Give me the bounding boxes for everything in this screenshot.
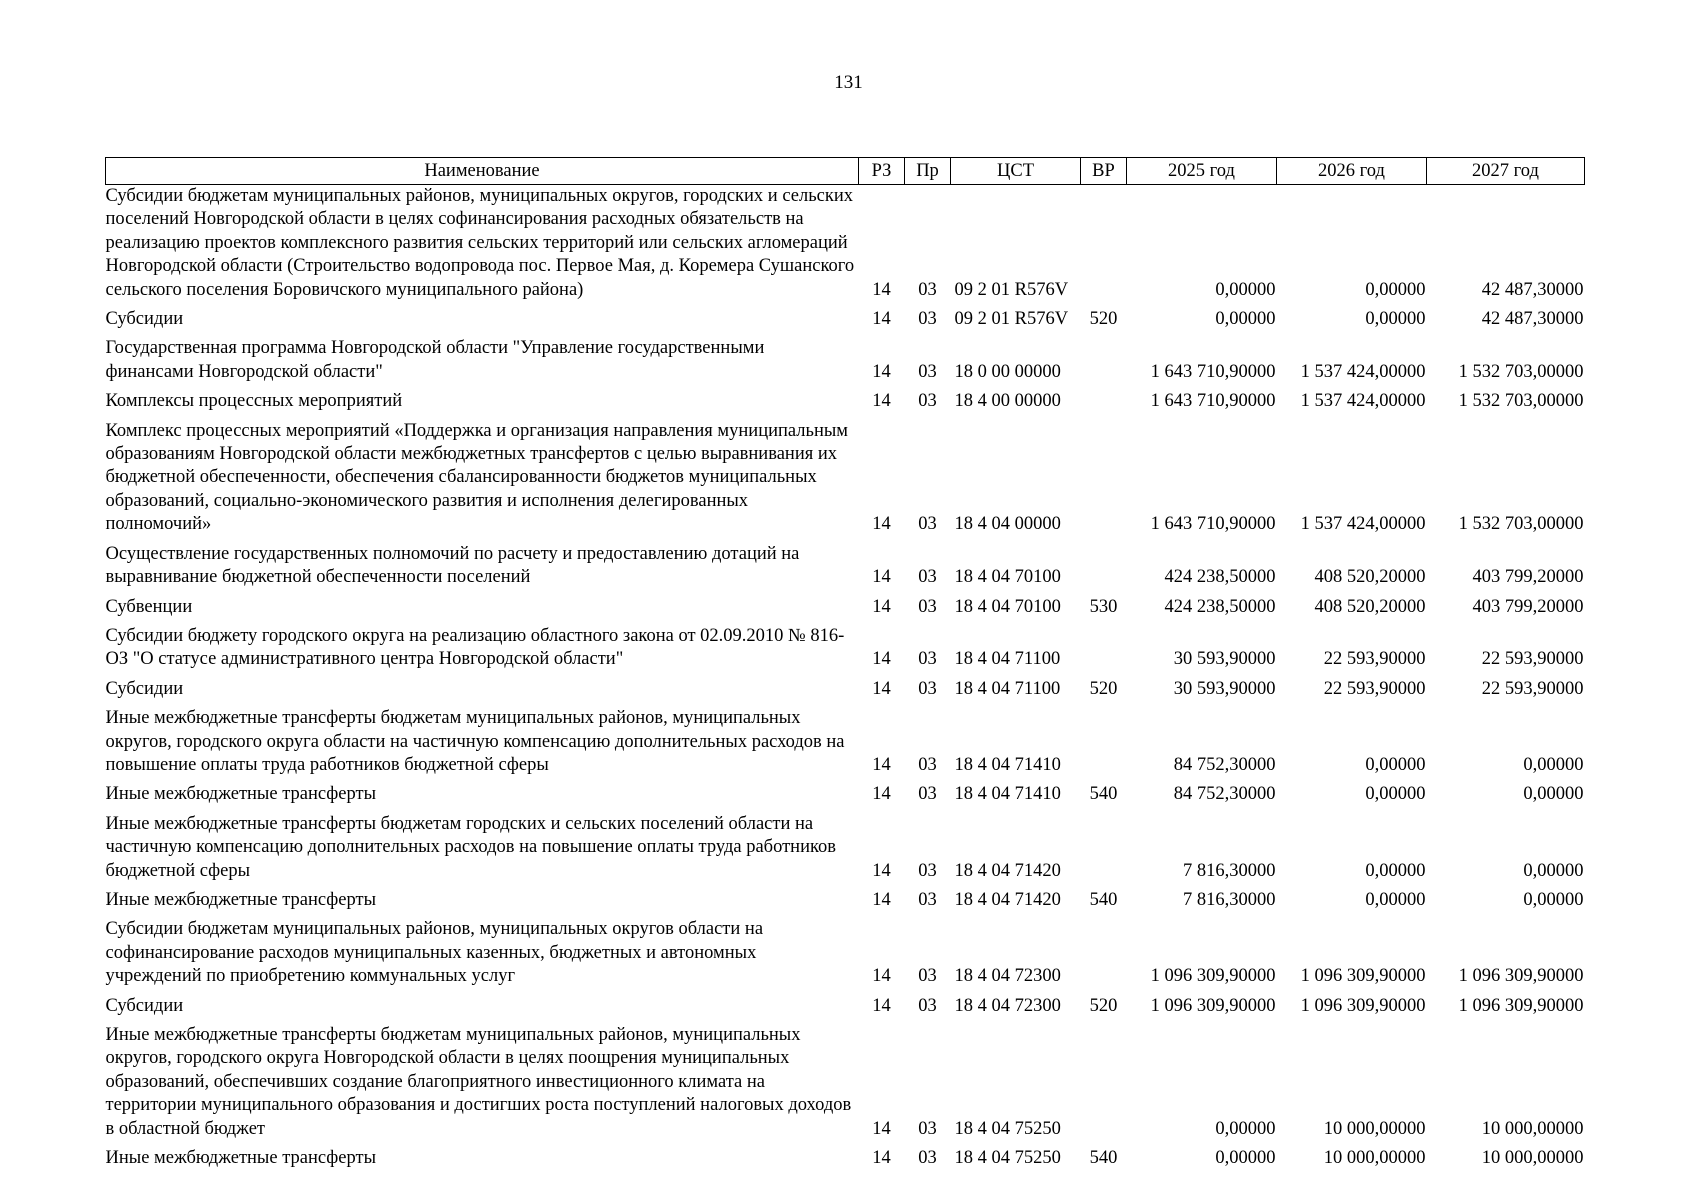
row-cst: 18 4 04 71410 <box>954 754 1061 775</box>
row-value-2027: 10 000,00000 <box>1481 1118 1584 1139</box>
row-value-2026: 10 000,00000 <box>1323 1148 1426 1169</box>
row-value-2026: 408 520,20000 <box>1314 596 1426 617</box>
row-rz: 14 <box>872 361 891 382</box>
row-cst: 18 0 00 00000 <box>954 361 1061 382</box>
row-cst: 18 4 04 70100 <box>954 596 1061 617</box>
row-pr: 03 <box>918 567 937 588</box>
row-rz: 14 <box>872 784 891 805</box>
row-value-2026: 0,00000 <box>1365 889 1426 910</box>
table-row <box>106 883 1585 912</box>
row-pr: 03 <box>918 784 937 805</box>
row-name: Субсидии бюджету городского округа на реализацию областного закона от 02.09.2010 № 816-ОЗ "О статусе административного центра Новгородской области" <box>105 625 845 670</box>
row-name: Субвенции <box>105 596 193 617</box>
row-vr <box>1081 537 1127 590</box>
row-value-2025: 1 096 309,90000 <box>1150 995 1276 1016</box>
table-row <box>106 777 1585 806</box>
row-value-2026: 22 593,90000 <box>1323 678 1426 699</box>
row-name: Субсидии <box>105 995 184 1016</box>
table-row <box>106 912 1585 988</box>
row-value-2025: 30 593,90000 <box>1173 649 1276 670</box>
row-cst: 09 2 01 R576V <box>954 279 1069 300</box>
row-cst: 18 4 04 00000 <box>954 514 1061 535</box>
header-pr: Пр <box>905 158 951 185</box>
row-name: Субсидии <box>105 678 184 699</box>
row-vr: 520 <box>1089 995 1118 1016</box>
row-value-2026: 0,00000 <box>1365 784 1426 805</box>
row-value-2025: 1 643 710,90000 <box>1150 391 1276 412</box>
header-name: Наименование <box>106 158 859 185</box>
table-row <box>106 619 1585 672</box>
table-row <box>106 302 1585 331</box>
table-header-row <box>106 158 1585 185</box>
row-value-2026: 0,00000 <box>1365 279 1426 300</box>
row-value-2027: 0,00000 <box>1523 860 1584 881</box>
row-rz: 14 <box>872 1148 891 1169</box>
row-vr <box>1081 912 1127 988</box>
row-pr: 03 <box>918 596 937 617</box>
row-pr: 03 <box>918 1148 937 1169</box>
row-rz: 14 <box>872 860 891 881</box>
row-cst: 18 4 04 70100 <box>954 567 1061 588</box>
header-cst: ЦСТ <box>951 158 1081 185</box>
row-name: Государственная программа Новгородской области "Управление государственными финансами Новгородской области" <box>105 338 765 382</box>
row-rz: 14 <box>872 596 891 617</box>
row-rz: 14 <box>872 966 891 987</box>
table-row <box>106 807 1585 883</box>
budget-table <box>105 157 1585 1170</box>
row-rz: 14 <box>872 995 891 1016</box>
row-value-2027: 1 096 309,90000 <box>1458 966 1584 987</box>
row-name: Субсидии <box>105 309 184 330</box>
row-vr <box>1081 185 1127 303</box>
row-cst: 18 4 04 71420 <box>954 860 1061 881</box>
row-vr <box>1081 807 1127 883</box>
row-name: Комплексы процессных мероприятий <box>105 391 403 412</box>
row-cst: 18 4 04 72300 <box>954 995 1061 1016</box>
row-name: Субсидии бюджетам муниципальных районов, муниципальных округов, городских и сельских поселений Новгородской области в целях софинансирования расходных обязательств на реализацию проектов комплексного развития сельских территорий или сельских агломераций Новгородской области (Строительство водопровода пос. Первое Мая, д. Коремера Сушанского сельского поселения Боровичского муниципального района) <box>105 186 855 300</box>
row-value-2026: 1 537 424,00000 <box>1300 391 1426 412</box>
row-pr: 03 <box>918 889 937 910</box>
row-pr: 03 <box>918 361 937 382</box>
row-value-2027: 0,00000 <box>1523 754 1584 775</box>
row-pr: 03 <box>918 279 937 300</box>
row-vr <box>1081 701 1127 777</box>
row-rz: 14 <box>872 649 891 670</box>
row-name: Иные межбюджетные трансферты <box>105 889 377 910</box>
row-name: Осуществление государственных полномочий по расчету и предоставлению дотаций на выравнивание бюджетной обеспеченности поселений <box>105 543 800 588</box>
row-pr: 03 <box>918 754 937 775</box>
row-value-2026: 1 096 309,90000 <box>1300 995 1426 1016</box>
row-value-2027: 22 593,90000 <box>1481 678 1584 699</box>
row-rz: 14 <box>872 279 891 300</box>
row-pr: 03 <box>918 649 937 670</box>
table-row <box>106 537 1585 590</box>
row-value-2025: 7 816,30000 <box>1183 860 1276 881</box>
row-value-2026: 22 593,90000 <box>1323 649 1426 670</box>
table-row <box>106 989 1585 1018</box>
row-vr <box>1081 384 1127 413</box>
row-cst: 18 4 04 75250 <box>954 1118 1061 1139</box>
row-name: Иные межбюджетные трансферты бюджетам муниципальных районов, муниципальных округов, городского округа области на частичную компенсацию дополнительных расходов на повышение оплаты труда работников бюджетной сферы <box>105 708 845 775</box>
row-value-2025: 0,00000 <box>1215 279 1276 300</box>
row-value-2025: 7 816,30000 <box>1183 889 1276 910</box>
row-value-2026: 1 537 424,00000 <box>1300 361 1426 382</box>
table-body <box>106 185 1585 1171</box>
row-rz: 14 <box>872 514 891 535</box>
table-row <box>106 672 1585 701</box>
row-pr: 03 <box>918 391 937 412</box>
row-value-2027: 1 532 703,00000 <box>1458 391 1584 412</box>
row-vr: 520 <box>1089 309 1118 330</box>
row-name: Иные межбюджетные трансферты <box>105 1148 377 1169</box>
row-value-2026: 0,00000 <box>1365 860 1426 881</box>
row-value-2026: 408 520,20000 <box>1314 567 1426 588</box>
row-value-2027: 0,00000 <box>1523 889 1584 910</box>
table-row <box>106 414 1585 537</box>
row-value-2025: 0,00000 <box>1215 309 1276 330</box>
row-name: Иные межбюджетные трансферты бюджетам городских и сельских поселений области на частичную компенсацию дополнительных расходов на повышение оплаты труда работников бюджетной сферы <box>105 813 837 881</box>
row-cst: 18 4 04 71100 <box>954 678 1061 699</box>
row-value-2027: 42 487,30000 <box>1481 309 1584 330</box>
row-cst: 18 4 04 71100 <box>954 649 1061 670</box>
row-value-2025: 84 752,30000 <box>1173 754 1276 775</box>
row-value-2026: 1 096 309,90000 <box>1300 966 1426 987</box>
table-row <box>106 331 1585 384</box>
row-rz: 14 <box>872 567 891 588</box>
row-value-2025: 424 238,50000 <box>1164 567 1276 588</box>
table-row <box>106 701 1585 777</box>
header-2025: 2025 год <box>1127 158 1277 185</box>
row-cst: 18 4 04 71410 <box>954 784 1061 805</box>
row-value-2027: 1 096 309,90000 <box>1458 995 1584 1016</box>
header-2027: 2027 год <box>1427 158 1585 185</box>
row-value-2027: 42 487,30000 <box>1481 279 1584 300</box>
row-pr: 03 <box>918 995 937 1016</box>
row-value-2025: 424 238,50000 <box>1164 596 1276 617</box>
table-row <box>106 384 1585 413</box>
row-value-2025: 1 643 710,90000 <box>1150 361 1276 382</box>
table-row <box>106 1141 1585 1170</box>
row-value-2027: 403 799,20000 <box>1472 567 1584 588</box>
row-value-2025: 1 096 309,90000 <box>1150 966 1276 987</box>
row-value-2026: 10 000,00000 <box>1323 1118 1426 1139</box>
row-name: Иные межбюджетные трансферты бюджетам муниципальных районов, муниципальных округов, городского округа Новгородской области в целях поощрения муниципальных образований, обеспечивших создание благоприятного инвестиционного климата на территории муниципального образования и достигших роста поступлений налоговых доходов в областной бюджет <box>105 1025 852 1139</box>
row-pr: 03 <box>918 514 937 535</box>
row-value-2027: 10 000,00000 <box>1481 1148 1584 1169</box>
row-pr: 03 <box>918 678 937 699</box>
row-cst: 18 4 00 00000 <box>954 391 1061 412</box>
row-rz: 14 <box>872 1118 891 1139</box>
row-pr: 03 <box>918 966 937 987</box>
header-vr: ВР <box>1081 158 1127 185</box>
table-row <box>106 590 1585 619</box>
row-value-2025: 30 593,90000 <box>1173 678 1276 699</box>
row-name: Иные межбюджетные трансферты <box>105 784 377 805</box>
row-cst: 09 2 01 R576V <box>954 309 1069 330</box>
row-name: Субсидии бюджетам муниципальных районов, муниципальных округов области на софинансирование расходов муниципальных казенных, бюджетных и автономных учреждений по приобретению коммунальных услуг <box>105 919 764 987</box>
row-vr: 520 <box>1089 678 1118 699</box>
row-vr <box>1081 414 1127 537</box>
row-value-2026: 0,00000 <box>1365 754 1426 775</box>
row-cst: 18 4 04 72300 <box>954 966 1061 987</box>
row-vr: 540 <box>1089 784 1118 805</box>
row-rz: 14 <box>872 889 891 910</box>
page-number: 131 <box>834 72 863 93</box>
row-value-2026: 1 537 424,00000 <box>1300 514 1426 535</box>
row-vr: 540 <box>1089 1148 1118 1169</box>
row-vr <box>1081 1018 1127 1141</box>
row-value-2027: 1 532 703,00000 <box>1458 361 1584 382</box>
row-vr <box>1081 331 1127 384</box>
row-value-2027: 0,00000 <box>1523 784 1584 805</box>
table-row <box>106 1018 1585 1141</box>
row-pr: 03 <box>918 1118 937 1139</box>
row-value-2025: 0,00000 <box>1215 1148 1276 1169</box>
row-value-2027: 1 532 703,00000 <box>1458 514 1584 535</box>
header-rz: РЗ <box>859 158 905 185</box>
row-value-2025: 1 643 710,90000 <box>1150 514 1276 535</box>
row-vr <box>1081 619 1127 672</box>
row-value-2027: 22 593,90000 <box>1481 649 1584 670</box>
row-value-2026: 0,00000 <box>1365 309 1426 330</box>
row-cst: 18 4 04 75250 <box>954 1148 1061 1169</box>
row-name: Комплекс процессных мероприятий «Поддержка и организация направления муниципальным образованиям Новгородской области межбюджетных трансфертов с целью выравнивания их бюджетной обеспеченности, обеспечения сбалансированности бюджетов муниципальных образований, социально-экономического развития и исполнения делегированных полномочий» <box>105 420 848 535</box>
header-2026: 2026 год <box>1277 158 1427 185</box>
row-rz: 14 <box>872 678 891 699</box>
row-vr: 530 <box>1089 596 1118 617</box>
row-rz: 14 <box>872 391 891 412</box>
row-pr: 03 <box>918 309 937 330</box>
table-row <box>106 185 1585 303</box>
row-value-2025: 84 752,30000 <box>1173 784 1276 805</box>
row-pr: 03 <box>918 860 937 881</box>
row-cst: 18 4 04 71420 <box>954 889 1061 910</box>
row-value-2027: 403 799,20000 <box>1472 596 1584 617</box>
row-rz: 14 <box>872 309 891 330</box>
row-value-2025: 0,00000 <box>1215 1118 1276 1139</box>
row-rz: 14 <box>872 754 891 775</box>
row-vr: 540 <box>1089 889 1118 910</box>
